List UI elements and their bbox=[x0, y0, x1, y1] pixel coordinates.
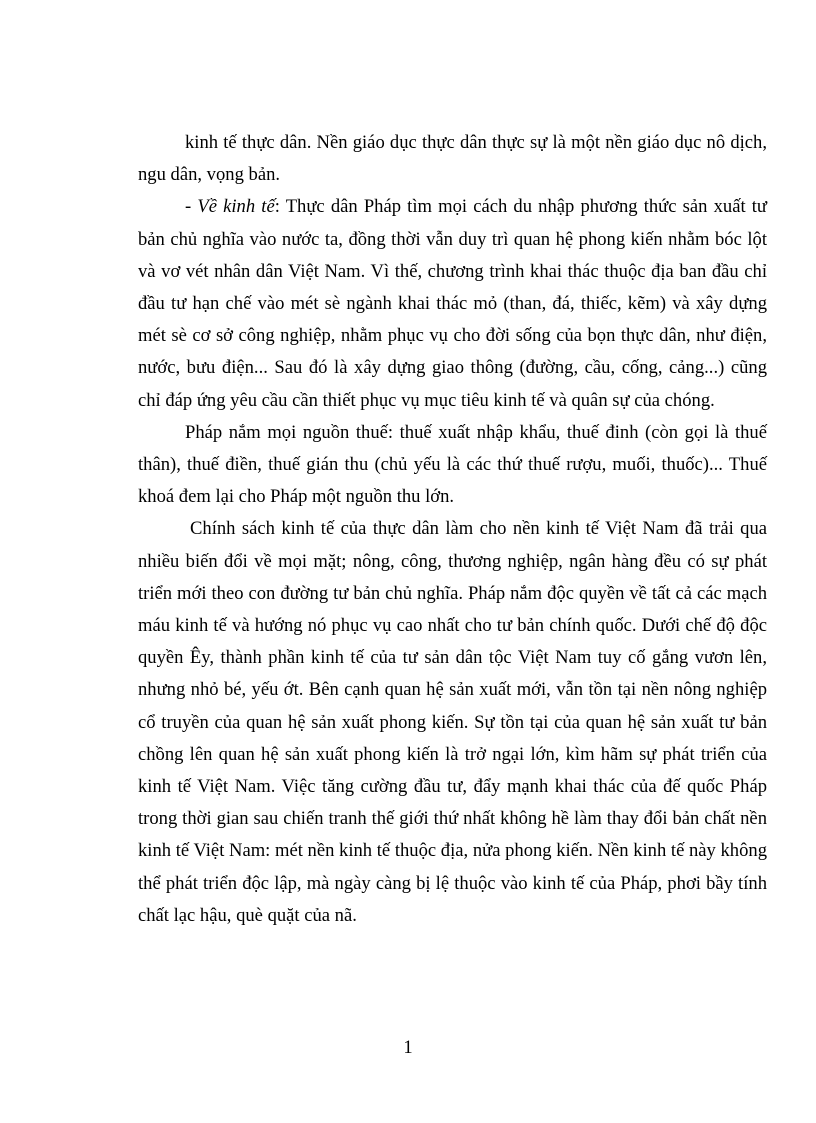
paragraph-continuation: kinh tế thực dân. Nền giáo dục thực dân thực sự là một nền giáo dục nô dịch, ngu dân, vọng bản. bbox=[138, 132, 767, 186]
paragraph-italic-heading: Về kinh tế bbox=[197, 196, 275, 218]
body-text bbox=[138, 127, 767, 932]
paragraph-taxes: Pháp nắm mọi nguồn thuế: thuế xuất nhập khẩu, thuế đinh (còn gọi là thuế thân), thuế điền, thuế gián thu (chủ yếu là các thứ thuế rượu, muối, thuốc)... Thuế khoá đem lại cho Pháp một nguồn thu lớn. bbox=[138, 421, 767, 508]
paragraph-bullet-prefix: - bbox=[185, 196, 198, 218]
page-number: 1 bbox=[403, 1037, 413, 1058]
paragraph-economic-policy: Chính sách kinh tế của thực dân làm cho nền kinh tế Việt Nam đã trải qua nhiều biến đổi về mọi mặt; nông, công, thương nghiệp, ngân hàng đều có sự phát triển mới theo con đường tư bản chủ nghĩa. Pháp nắm độc quyền về tất cả các mạch máu kinh tế và hướng nó phục vụ cao nhất cho tư bản chính quốc. Dưới chế độ độc quyền Êy, thành phần kinh tế của tư sản dân tộc Việt Nam tuy cố gắng vươn lên, nhưng nhỏ bé, yếu ớt. Bên cạnh quan hệ sản xuất mới, vẫn tồn tại nền nông nghiệp cổ truyền của quan hệ sản xuất phong kiến. Sự tồn tại của quan hệ sản xuất tư bản chồng lên quan hệ sản xuất phong kiến là trở ngại lớn, kìm hãm sự phát triển của kinh tế Việt Nam. Việc tăng cường đầu tư, đẩy mạnh khai thác của đế quốc Pháp trong thời gian sau chiến tranh thế giới thứ nhất không hề làm thay đổi bản chất nền kinh tế Việt Nam: mét nền kinh tế thuộc địa, nửa phong kiến. Nền kinh tế này không thể phát triển độc lập, mà ngày càng bị lệ thuộc vào kinh tế của Pháp, phơi bầy tính chất lạc hậu, què quặt của nã. bbox=[138, 518, 767, 926]
paragraph-body: : Thực dân Pháp tìm mọi cách du nhập phương thức sản xuất tư bản chủ nghĩa vào nước ta, đồng thời vẫn duy trì quan hệ phong kiến nhằm bóc lột và vơ vét nhân dân Việt Nam. Vì thế, chương trình khai thác thuộc địa ban đầu chỉ đầu tư hạn chế vào mét sè ngành khai thác mỏ (than, đá, thiếc, kẽm) và xây dựng mét sè cơ sở công nghiệp, nhằm phục vụ cho đời sống của bọn thực dân, như điện, nước, bưu điện... Sau đó là xây dựng giao thông (đường, cầu, cống, cảng...) cũng chỉ đáp ứng yêu cầu cần thiết phục vụ mục tiêu kinh tế và quân sự của chóng. bbox=[138, 196, 768, 411]
paragraph-economy bbox=[138, 191, 767, 416]
